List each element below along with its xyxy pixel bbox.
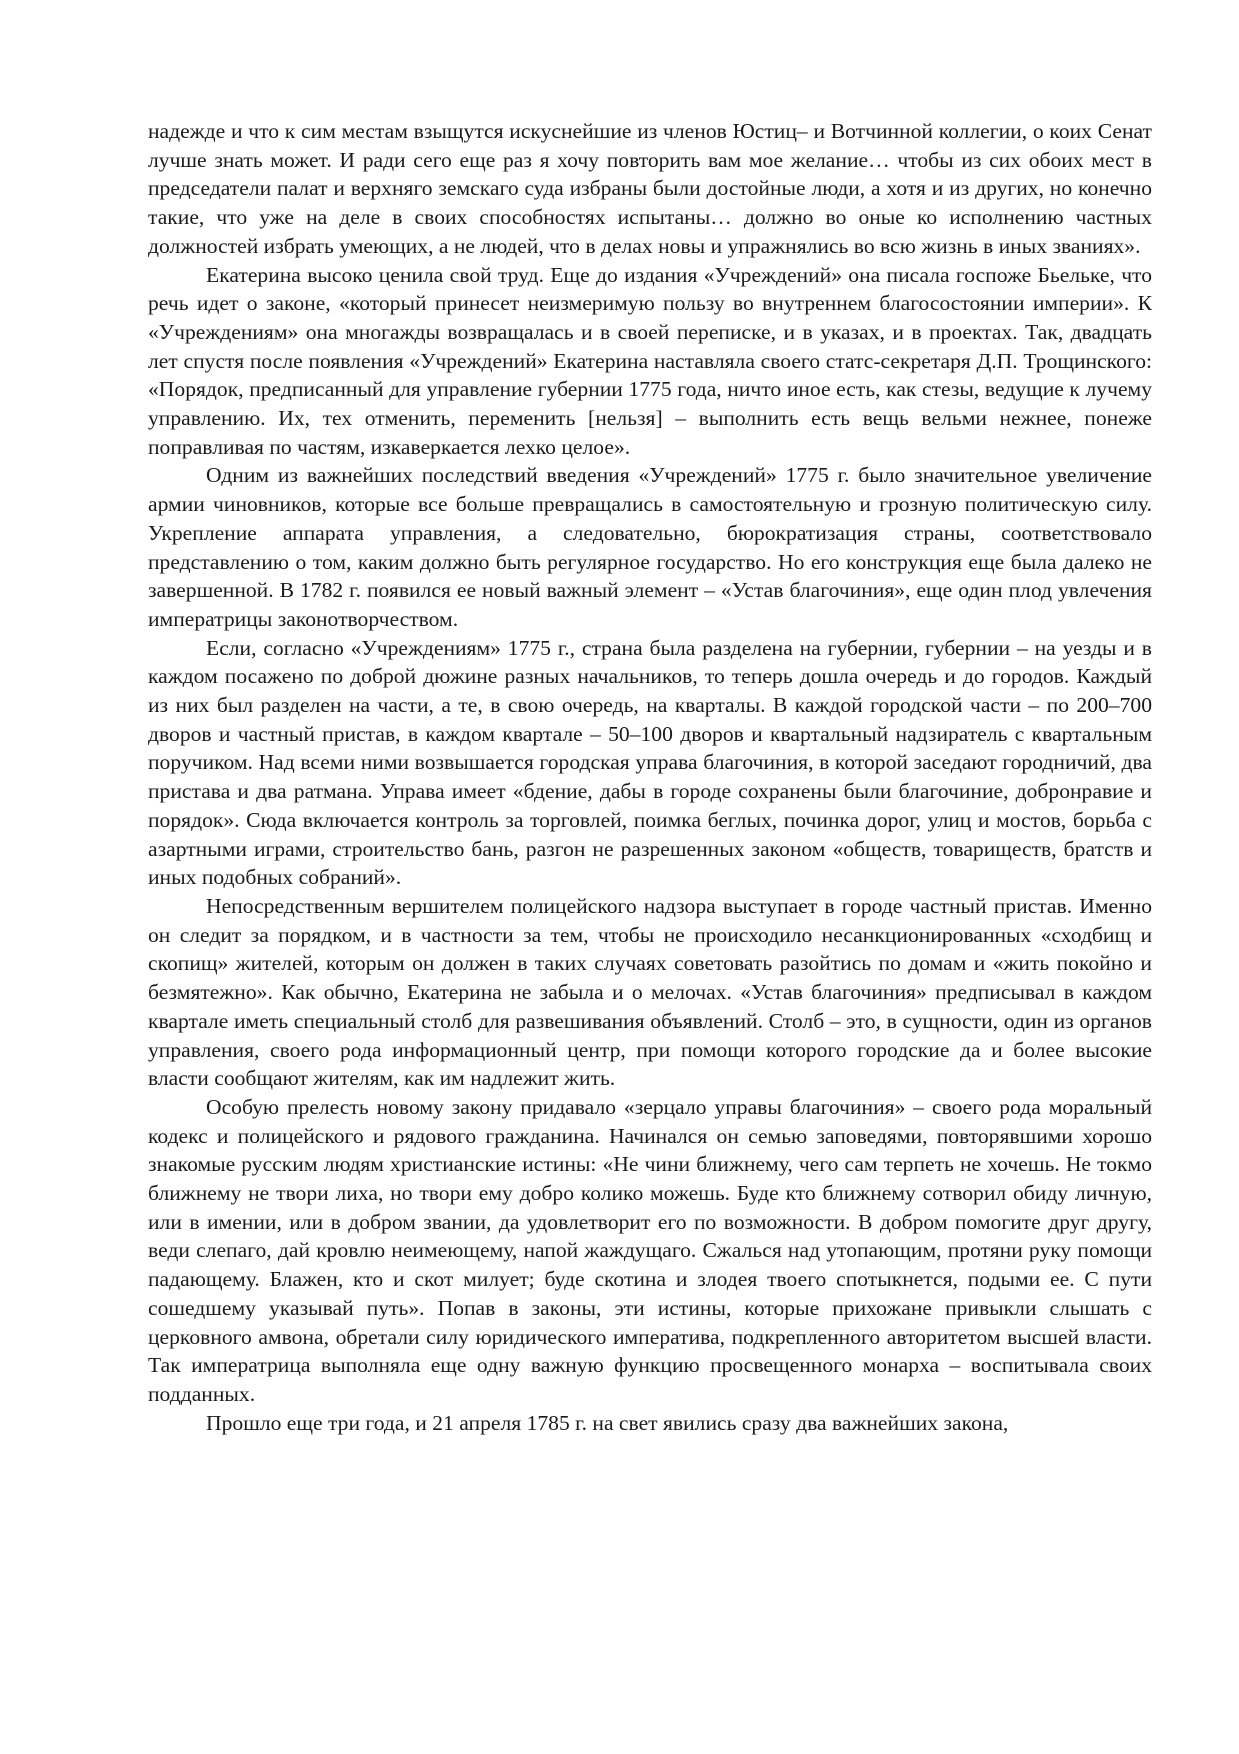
paragraph: Прошло еще три года, и 21 апреля 1785 г. на свет явились сразу два важнейших закона,	[206, 1410, 1009, 1435]
paragraph-continuation: надежде и что к сим местам взыщутся искуснейшие из членов Юстиц– и Вотчинной коллегии, о коих Сенат лучше знать может. И ради сего еще раз я хочу повторить вам мое желание… чтобы из сих обоих мест в председатели палат и верхняго земскаго суда избраны были достойные люди, а хотя и из других, но конечно такие, что уже на деле в своих способностях испытаны… должно во оные ко исполнению частных должностей избрать умеющих, а не людей, что в делах новы и упражнялись во всю жизнь в иных званиях».	[148, 119, 1152, 258]
paragraph: Особую прелесть новому закону придавало «зерцало управы благочиния» – своего рода моральный кодекс и полицейского и рядового гражданина. Начинался он семью заповедями, повторявшими хорошо знакомые русским людям христианские истины: «Не чини ближнему, чего сам терпеть не хочешь. Не токмо ближнему не твори лиха, но твори ему добро колико можешь. Буде кто ближнему сотворил обиду личную, или в имении, или в добром звании, да удовлетворит его по возможности. В добром помогите друг другу, веди слепаго, дай кровлю неимеющему, напой жаждущаго. Сжалься над утопающим, протяни руку помощи падающему. Блажен, кто и скот милует; буде скотина и злодея твоего спотыкнется, подыми ее. С пути сошедшему указывай путь». Попав в законы, эти истины, которые прихожане привыкли слышать с церковного амвона, обретали силу юридического императива, подкрепленного авторитетом высшей власти. Так императрица выполняла еще одну важную функцию просвещенного монарха – воспитывала своих подданных.	[148, 1094, 1152, 1406]
paragraph: Непосредственным вершителем полицейского надзора выступает в городе частный пристав. Именно он следит за порядком, и в частности за тем, чтобы не происходило несанкционированных «сходбищ и скопищ» жителей, которым он должен в таких случаях советовать разойтись по домам и «жить покойно и безмятежно». Как обычно, Екатерина не забыла и о мелочах. «Устав благочиния» предписывал в каждом квартале иметь специальный столб для развешивания объявлений. Столб – это, в сущности, один из органов управления, своего рода информационный центр, при помощи которого городские да и более высокие власти сообщают жителям, как им надлежит жить.	[148, 893, 1152, 1091]
paragraph: Одним из важнейших последствий введения «Учреждений» 1775 г. было значительное увеличение армии чиновников, которые все больше превращались в самостоятельную и грозную политическую силу. Укрепление аппарата управления, а следовательно, бюрократизация страны, соответствовало представлению о том, каким должно быть регулярное государство. Но его конструкция еще была далеко не завершенной. В 1782 г. появился ее новый важный элемент – «Устав благочиния», еще один плод увлечения императрицы законотворчеством.	[148, 463, 1152, 631]
paragraph: Екатерина высоко ценила свой труд. Еще до издания «Учреждений» она писала госпоже Бьельке, что речь идет о законе, «который принесет неизмеримую пользу во внутреннем благосостоянии империи». К «Учреждениям» она многажды возвращалась и в своей переписке, и в указах, и в проектах. Так, двадцать лет спустя после появления «Учреждений» Екатерина наставляла своего статс-секретаря Д.П. Трощинского: «Порядок, предписанный для управление губернии 1775 года, ничто иное есть, как стезы, ведущие к лучему управлению. Их, тех отменить, переменить [нельзя] – выполнить есть вещь вельми нежнее, понеже поправливая по частям, изкаверкается лехко целое».	[148, 262, 1152, 459]
document-page	[148, 117, 1152, 1437]
paragraph: Если, согласно «Учреждениям» 1775 г., страна была разделена на губернии, губернии – на уезды и в каждом посажено по доброй дюжине разных начальников, то теперь дошла очередь и до городов. Каждый из них был разделен на части, а те, в свою очередь, на кварталы. В каждой городской части – по 200–700 дворов и частный пристав, в каждом квартале – 50–100 дворов и квартальный надзиратель с квартальным поручиком. Над всеми ними возвышается городская управа благочиния, в которой заседают городничий, два пристава и два ратмана. Управа имеет «бдение, дабы в городе сохранены были благочиние, добронравие и порядок». Сюда включается контроль за торговлей, поимка беглых, починка дорог, улиц и мостов, борьба с азартными играми, строительство бань, разгон не разрешенных законом «обществ, товариществ, братств и иных подобных собраний».	[148, 635, 1152, 890]
